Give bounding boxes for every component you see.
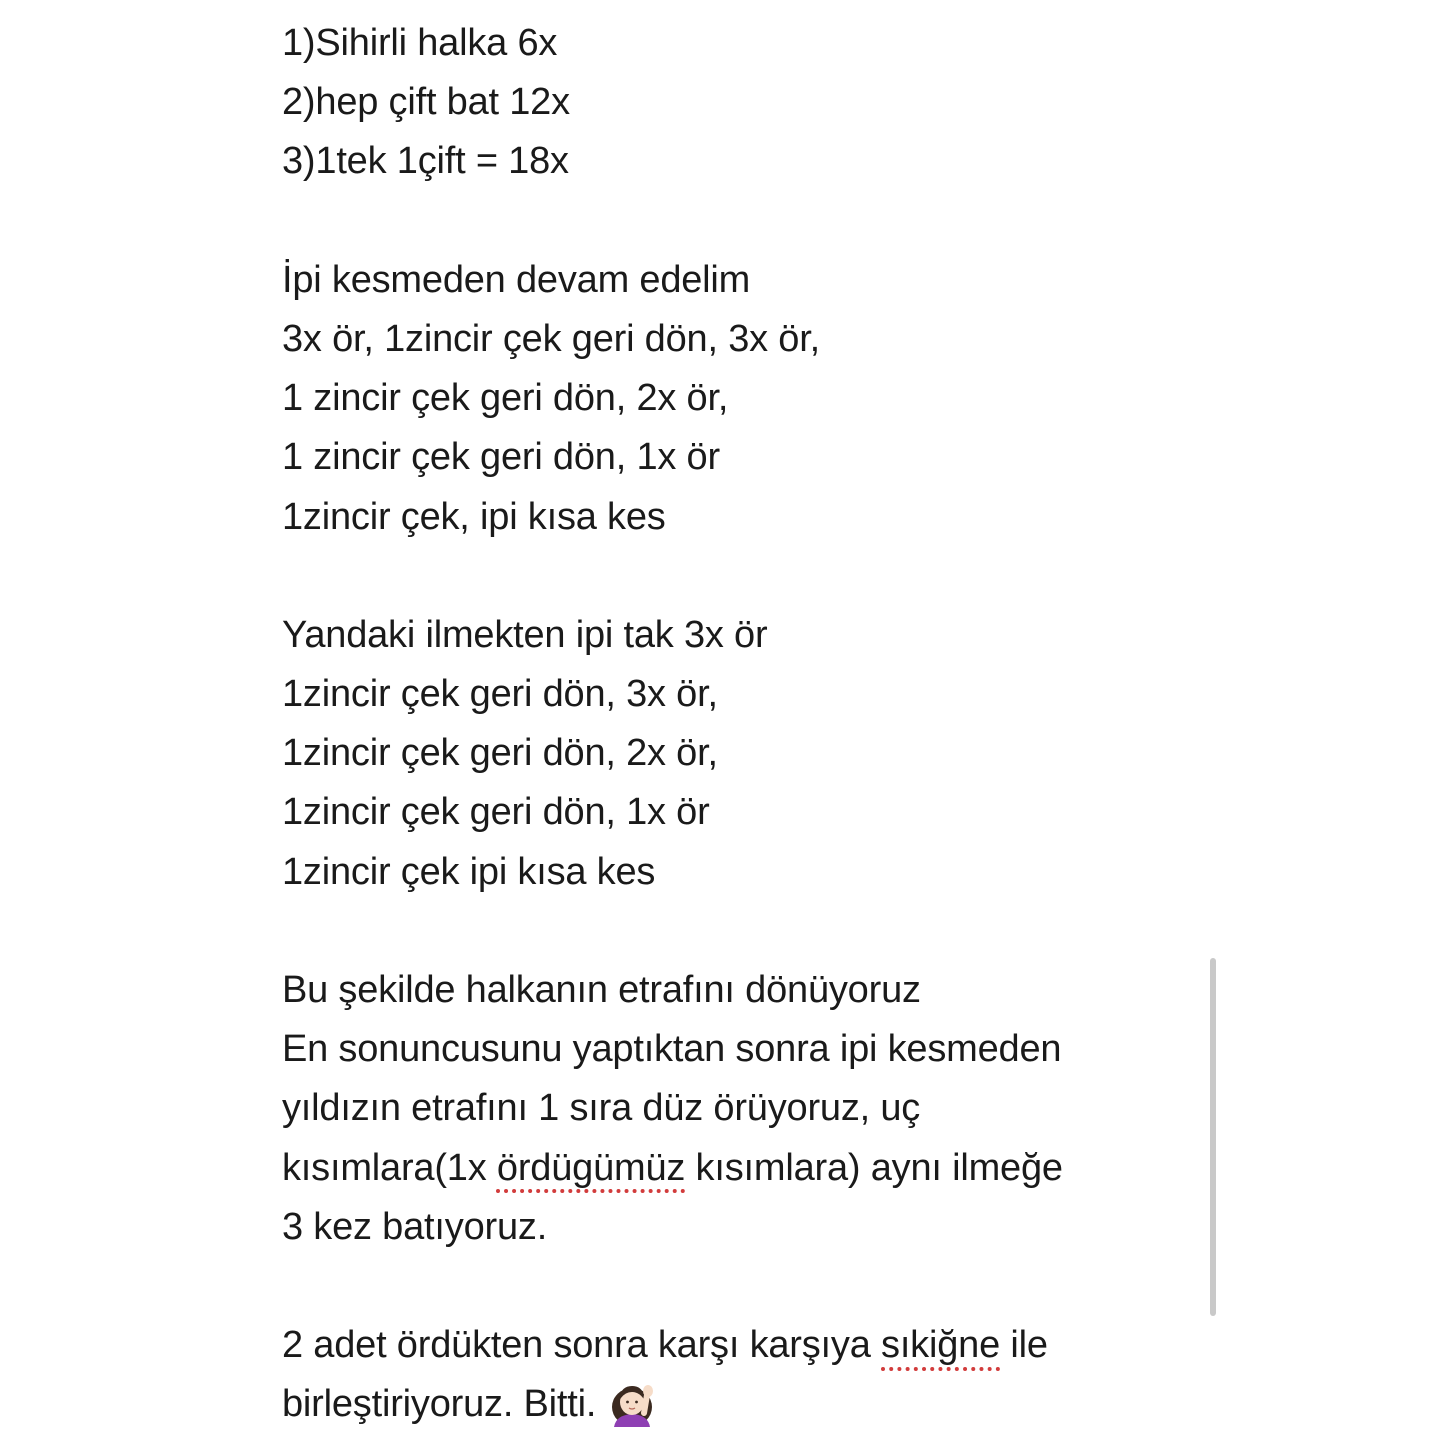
note-line: En sonuncusunu yaptıktan sonra ipi kesmeden bbox=[282, 1028, 1062, 1071]
note-line: Yandaki ilmekten ipi tak 3x ör bbox=[282, 613, 768, 656]
note-text: birleştiriyoruz. Bitti. bbox=[282, 1383, 597, 1426]
note-line: 3)1tek 1çift = 18x bbox=[282, 140, 569, 183]
blank-line bbox=[282, 902, 1182, 961]
cut-off-heading bbox=[282, 0, 377, 7]
note-line: 1 zincir çek geri dön, 2x ör, bbox=[282, 377, 729, 420]
note-text: kısımlara) aynı ilmeğe bbox=[685, 1146, 1063, 1189]
note-body[interactable] bbox=[282, 14, 1182, 1435]
note-line: 1zincir çek geri dön, 1x ör bbox=[282, 791, 710, 834]
misspelled-word[interactable]: sıkiğne bbox=[881, 1324, 1001, 1367]
note-line: 1zincir çek ipi kısa kes bbox=[282, 850, 656, 893]
note-text: ile bbox=[1000, 1324, 1048, 1367]
note-line bbox=[282, 1316, 1182, 1375]
blank-line bbox=[282, 1257, 1182, 1316]
note-line: 3 kez batıyoruz. bbox=[282, 1205, 548, 1248]
note-line: Bu şekilde halkanın etrafını dönüyoruz bbox=[282, 969, 921, 1011]
note-line: 3x ör, 1zincir çek geri dön, 3x ör, bbox=[282, 317, 820, 360]
note-line: İpi kesmeden devam edelim bbox=[282, 258, 751, 301]
note-line bbox=[282, 1375, 1182, 1434]
note-line bbox=[282, 1139, 1182, 1198]
note-line: yıldızın etrafını 1 sıra düz örüyoruz, uç bbox=[282, 1087, 921, 1130]
person-raising-hand-icon bbox=[610, 1377, 656, 1427]
vertical-scrollbar[interactable] bbox=[1210, 958, 1216, 1316]
misspelled-word[interactable]: ördügümüz bbox=[496, 1146, 686, 1189]
note-line: 1)Sihirli halka 6x bbox=[282, 22, 558, 64]
note-text: 2 adet ördükten sonra karşı karşıya bbox=[282, 1324, 882, 1367]
note-line: 2)hep çift bat 12x bbox=[282, 81, 570, 124]
note-text: kısımlara(1x bbox=[282, 1146, 497, 1189]
note-line: 1zincir çek geri dön, 2x ör, bbox=[282, 732, 718, 775]
blank-line bbox=[282, 547, 1182, 606]
blank-line bbox=[282, 192, 1182, 251]
note-line: 1zincir çek geri dön, 3x ör, bbox=[282, 673, 718, 716]
note-line: 1zincir çek, ipi kısa kes bbox=[282, 495, 666, 538]
note-line: 1 zincir çek geri dön, 1x ör bbox=[282, 436, 720, 479]
